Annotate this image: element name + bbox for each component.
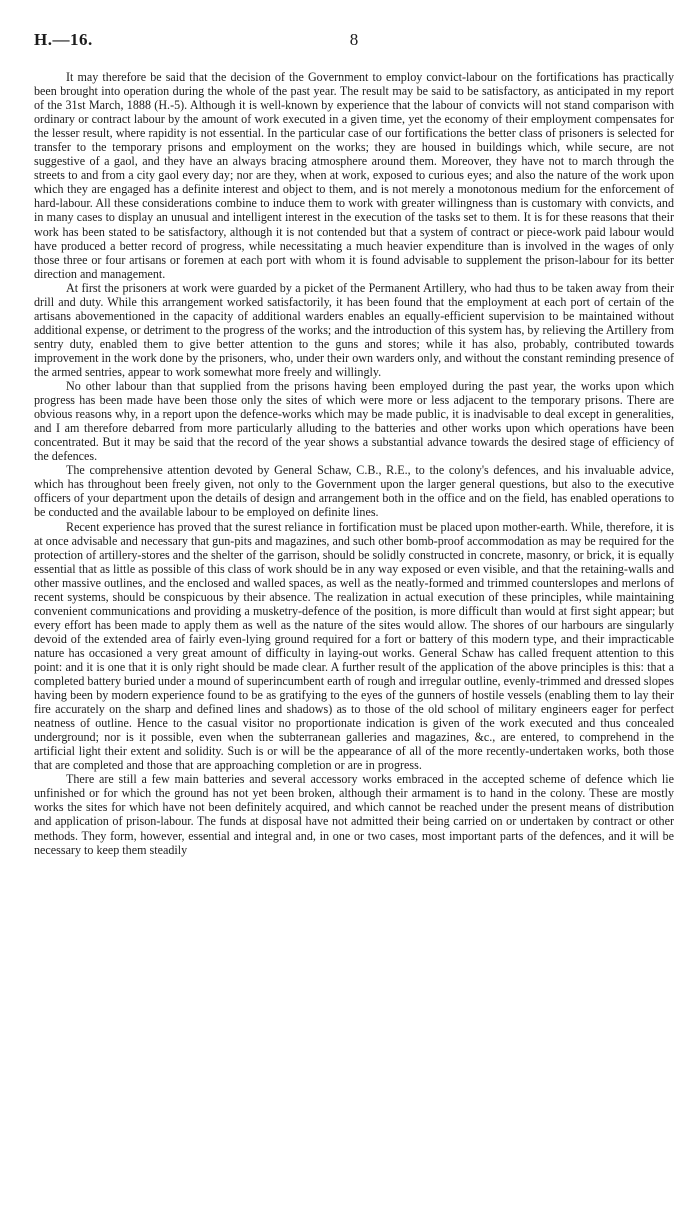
page-header bbox=[34, 30, 674, 60]
page-number: 8 bbox=[349, 30, 359, 49]
paragraph-convict-labour: It may therefore be said that the decision of the Government to employ convict-labour on the fortifications has practically been brought into operation during the whole of the past year. The result may be said to be satisfactory, as anticipated in my report of the 31st March, 1888 (H.-5). Although it is well-known by experience that the labour of convicts will not stand comparison with ordinary or contract labour by the amount of work executed in a given time, yet the economy of their employment compensates for the lesser result, where rapidity is not essential. In the particular case of our fortifications the better class of prisoners is selected for transfer to the temporary prisons and employment on the works; they are housed in buildings which, while secure, are not suggestive of a gaol, and they have an always bracing atmosphere around them. Moreover, they have not to march through the streets to and from a city gaol every day; nor are they, when at work, exposed to curious eyes; and also the nature of the work upon which they are engaged has a definite interest and object to them, and is not merely a monotonous medium for the enforcement of hard-labour. All these considerations combine to induce them to work with greater willingness than is customary with convicts, and in many cases to display an unusual and intelligent interest in the execution of the tasks set to them. It is for these reasons that their work has been stated to be satisfactory, although it is not contended but that a system of contract or piece-work paid labour would have produced a better record of progress, while necessitating a much heavier expenditure than is involved in the wages of only those three or four artisans or foremen at each port with whom it is found advisable to supplement the prison-labour for its better direction and management. bbox=[34, 70, 674, 281]
document-code: H.—16. bbox=[34, 30, 93, 49]
document-body bbox=[34, 70, 674, 857]
paragraph-fortification-principles: Recent experience has proved that the surest reliance in fortification must be placed upon mother-earth. While, therefore, it is at once advisable and necessary that gun-pits and magazines, and such other bomb-proof accommodation as may be required for the protection of artillery-stores and the shelter of the garrison, should be solidly constructed in concrete, masonry, or brick, it is equally essential that as little as possible of this class of work should be in any way exposed or even visible, and that the retaining-walls and other massive outlines, and the enclosed and walled spaces, as well as the neatly-formed and trimmed counterslopes and merlons of recent systems, should be conspicuous by their absence. The realization in actual execution of these principles, while maintaining convenient communications and providing a musketry-defence of the position, is more difficult than would at first sight appear; but every effort has been made to apply them as well as the nature of the sites would allow. The shores of our harbours are singularly devoid of the extended area of fairly even-lying ground required for a fort or battery of this modern type, and their impracticable nature has occasioned a very great amount of difficulty in laying-out works. General Schaw has called frequent attention to this point: and it is one that it is only right should be made clear. A further result of the application of the above principles is this: that a completed battery buried under a mound of superincumbent earth of rough and irregular outline, evenly-trimmed and dressed slopes having been by modern experience found to be as gratifying to the eyes of the gunners of hostile vessels (enabling them to lay their fire accurately on the sharp and defined lines and shadows) as to those of the old school of military engineers eager for perfect neatness of outline. Hence to the casual visitor no proportionate indication is given of the work executed and thus concealed underground; nor is it possible, even when the subterranean galleries and magazines, &c., are entered, to comprehend in the artificial light their extent and solidity. Such is or will be the appearance of all of the more recently-undertaken works, both those that are completed and those that are approaching completion or are in progress. bbox=[34, 519, 675, 773]
paragraph-guarding: At first the prisoners at work were guarded by a picket of the Permanent Artillery, who had thus to be taken away from their drill and duty. While this arrangement worked satisfactorily, it has been found that the employment at each port of certain of the artisans abovementioned in the capacity of additional warders enables an equally-efficient supervision to be maintained without additional expense, or detriment to the progress of the works; and the introduction of this system has, by relieving the Artillery from sentry duty, enabled them to give better attention to the guns and stores; while it has also, probably, contributed towards improvement in the work done by the prisoners, who, under their own warders only, and without the constant reminding presence of the armed sentries, appear to work somewhat more freely and willingly. bbox=[34, 280, 674, 379]
paragraph-unfinished-batteries: There are still a few main batteries and several accessory works embraced in the accepted scheme of defence which lie unfinished or for which the ground has not yet been broken, although their armament is to hand in the colony. These are mostly works the sites for which have not been definitely acquired, and which cannot be reached under the present means of distribution and application of prison-labour. The funds at disposal have not admitted their being carried on or undertaken by contract or other methods. They form, however, essential and integral and, in one or two cases, most important parts of the defences, and it will be necessary to keep them steadily bbox=[34, 772, 674, 857]
paragraph-progress: No other labour than that supplied from the prisons having been employed during the past year, the works upon which progress has been made have been those only the sites of which were more or less adjacent to the temporary prisons. There are obvious reasons why, in a report upon the defence-works which may be made public, it is inadvisable to deal except in generalities, and I am therefore debarred from more particularly alluding to the batteries and other works upon which operations have been concentrated. But it may be said that the record of the year shows a substantial advance towards the desired stage of efficiency of the defences. bbox=[34, 379, 674, 464]
paragraph-general-schaw: The comprehensive attention devoted by General Schaw, C.B., R.E., to the colony's defences, and his invaluable advice, which has throughout been freely given, not only to the Government upon the larger general questions, but also to the executive officers of your department upon the details of design and arrangement both in the office and on the field, has enabled operations to be conducted and the available labour to be employed on definite lines. bbox=[34, 463, 674, 520]
